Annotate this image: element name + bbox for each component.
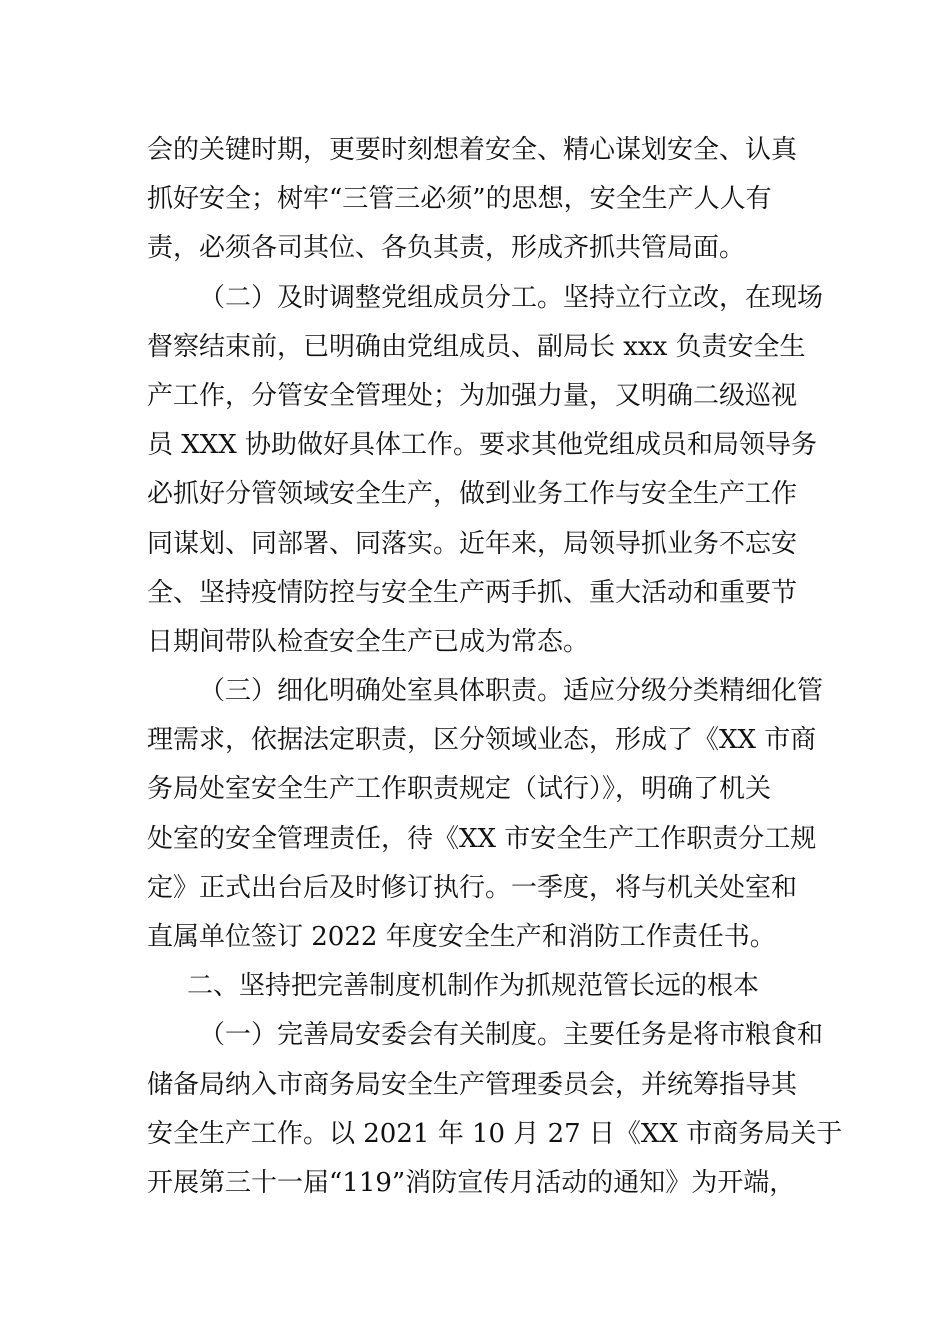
text-line: 储备局纳入市商务局安全生产管理委员会，并统筹指导其 xyxy=(147,1069,798,1100)
text-line: 同谋划、同部署、同落实。近年来，局领导抓业务不忘安 xyxy=(147,528,798,559)
text-line: 开展第三十一届“119”消防宣传月活动的通知》为开端， xyxy=(147,1167,796,1198)
text-line: 督察结束前，已明确由党组成员、副局长 xxx 负责安全生 xyxy=(147,331,806,362)
text-line: 抓好安全；树牢“三管三必须”的思想，安全生产人人有 xyxy=(147,184,772,215)
text-line: 日期间带队检查安全生产已成为常态。 xyxy=(147,626,590,657)
document-body xyxy=(147,126,843,1208)
text-line: 必抓好分管领域安全生产，做到业务工作与安全生产工作 xyxy=(147,479,798,510)
text-line: 理需求，依据法定职责，区分领域业态，形成了《XX 市商 xyxy=(147,725,817,756)
text-line: 产工作，分管安全管理处；为加强力量，又明确二级巡视 xyxy=(147,380,798,411)
text-line: 员 XXX 协助做好具体工作。要求其他党组成员和局领导务 xyxy=(147,430,818,461)
paragraph-start-line: （二）及时调整党组成员分工。坚持立行立改，在现场 xyxy=(199,282,824,313)
paragraph-start-line: （一）完善局安委会有关制度。主要任务是将市粮食和 xyxy=(199,1020,824,1051)
paragraph-start-line: （三）细化明确处室具体职责。适应分级分类精细化管 xyxy=(199,676,824,707)
text-line: 务局处室安全生产工作职责规定（试行）》，明确了机关 xyxy=(147,774,772,805)
text-line: 定》正式出台后及时修订执行。一季度，将与机关处室和 xyxy=(147,872,798,903)
text-line: 处室的安全管理责任，待《XX 市安全生产工作职责分工规 xyxy=(147,823,817,854)
text-line: 责，必须各司其位、各负其责，形成齐抓共管局面。 xyxy=(147,233,746,264)
text-line: 全、坚持疫情防控与安全生产两手抓、重大活动和重要节 xyxy=(147,577,798,608)
text-line: 安全生产工作。以 2021 年 10 月 27 日《XX 市商务局关于 xyxy=(147,1118,843,1149)
text-line: 直属单位签订 2022 年度安全生产和消防工作责任书。 xyxy=(147,922,776,952)
section-heading: 二、坚持把完善制度机制作为抓规范管长远的根本 xyxy=(187,971,760,1002)
text-line: 会的关键时期，更要时刻想着安全、精心谋划安全、认真 xyxy=(147,135,798,165)
